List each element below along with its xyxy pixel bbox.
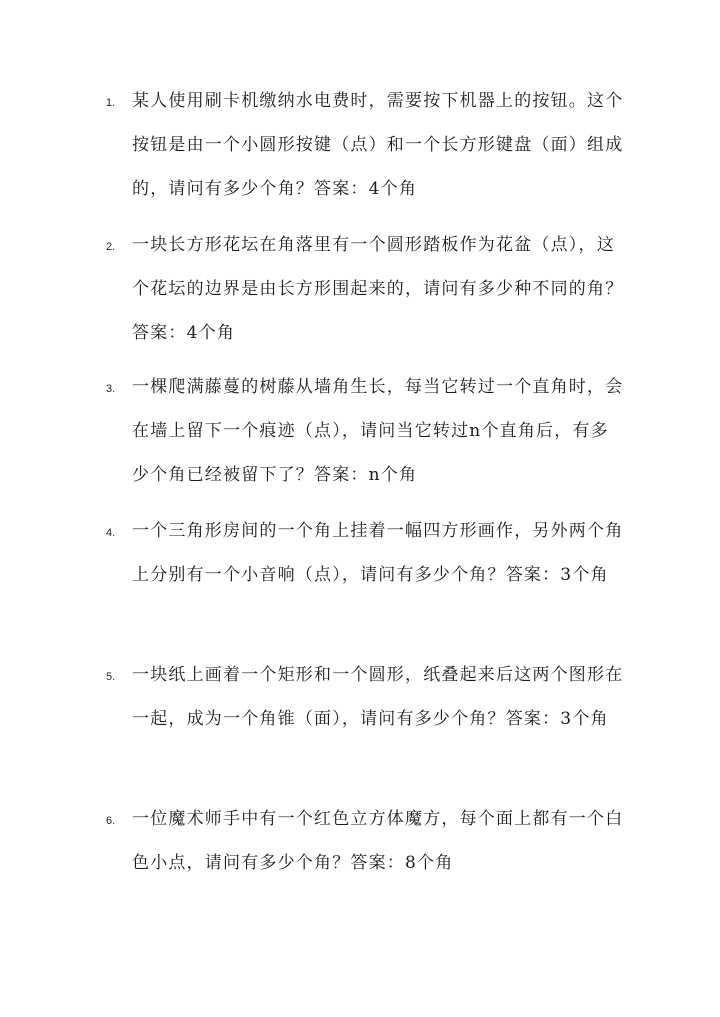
question-number: 3. (106, 383, 116, 395)
question-text: 一棵爬满藤蔓的树藤从墙角生长，每当它转过一个直角时，会在墙上留下一个痕迹（点），请问当它转过n个直角后，有多少个角已经被留下了？答案：n个角 (132, 377, 624, 485)
question-number: 1. (106, 97, 116, 109)
question-number: 6. (106, 815, 116, 827)
question-text: 一个三角形房间的一个角上挂着一幅四方形画作，另外两个角上分别有一个小音响（点），请问有多少个角？答案：3个角 (132, 521, 624, 585)
question-number: 5. (106, 671, 116, 683)
question-text: 一位魔术师手中有一个红色立方体魔方，每个面上都有一个白色小点，请问有多少个角？答案：8个角 (132, 809, 624, 873)
question-number: 4. (106, 527, 116, 539)
question-text: 一块长方形花坛在角落里有一个圆形踏板作为花盆（点），这个花坛的边界是由长方形围起来的，请问有多少种不同的角？答案：4个角 (132, 235, 624, 343)
question-text: 某人使用刷卡机缴纳水电费时，需要按下机器上的按钮。这个按钮是由一个小圆形按键（点）和一个长方形键盘（面）组成的，请问有多少个角？答案：4个角 (132, 91, 624, 199)
question-text: 一块纸上画着一个矩形和一个圆形，纸叠起来后这两个图形在一起，成为一个角锥（面），请问有多少个角？答案：3个角 (132, 665, 624, 729)
question-number: 2. (106, 241, 116, 253)
